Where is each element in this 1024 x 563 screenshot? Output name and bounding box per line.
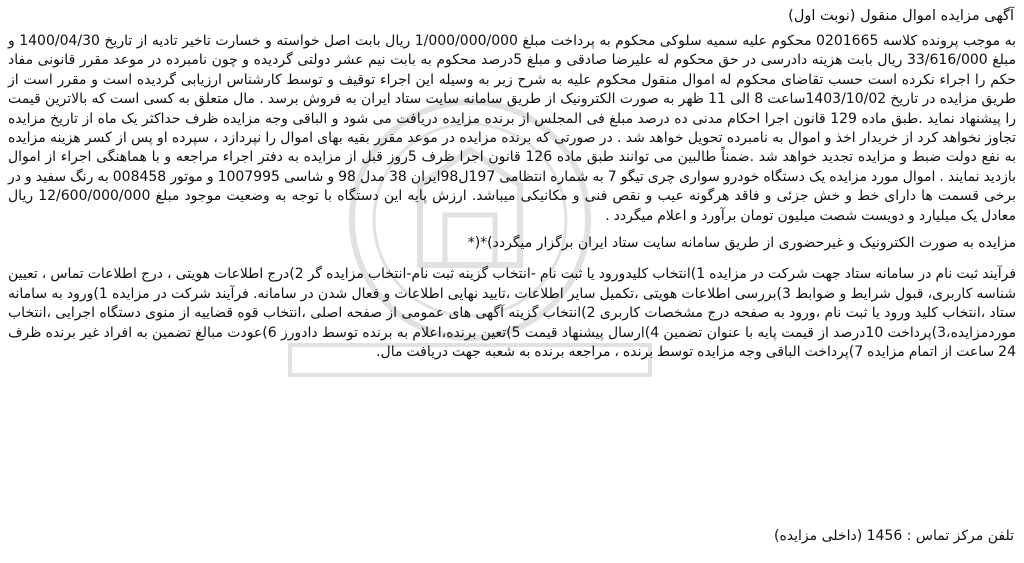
registration-process-paragraph: فرآیند ثبت نام در سامانه ستاد جهت شرکت در مزایده 1)انتخاب کلیدورود یا ثبت نام -انتخاب گزینه ثبت نام-انتخاب مزایده گر 2)درج اطلاعات هویتی ، درج اطلاعات تماس ، تعیین شناسه کاربری، قبول شرایط و ضوابط 3)بررسی اطلاعات هویتی ،تکمیل سایر اطلاعات ،تایید نهایی اطلاعات و فعال شدن در سامانه. فرآیند شرکت در مزایده 1)ورود به سامانه ستاد ،انتخاب کلید ورود یا ثبت نام ،ورود به صفحه درج مشخصات کاربری 2)انتخاب گزینه آگهی های عمومی از صفحه اصلی ،انتخاب قوه قضاییه از منوی دستگاه اجرایی ،انتخاب موردمزایده،3)پرداخت 10درصد از قیمت پایه با عنوان تضمین 4)ارسال پیشنهاد قیمت 5)تعین برنده،اعلام به برنده توسط دادورز 6)عودت مبالغ تضمین به افراد غیر برنده ظرف 24 ساعت از اتمام مزایده 7)پرداخت الباقی وجه مزایده توسط برنده ، مراجعه برنده به شعبه جهت دریافت مال.	[8, 266, 1017, 361]
contact-center-phone: تلفن مرکز تماس : 1456 (داخلی مزایده)	[774, 528, 1014, 544]
notice-body-paragraph: به موجب پرونده کلاسه 0201665 محکوم علیه سمیه سلوکی محکوم به پرداخت مبلغ 1/000/000/000 ریال بابت اصل خواسته و خسارت تاخیر تادیه از تاریخ 1400/04/30 و مبلغ 33/616/000 ریال بابت هزینه دادرسی در حق محکوم له علیرضا صادقی و مبلغ 5درصد محکوم به بابت نیم عشر دولتی گردیده و چون نامبرده در موعد مقرر قانونی مفاد حکم را اجراء نکرده است حسب تقاضای محکوم له اموال منقول محکوم علیه به شرح زیر به وسیله این اجراء توقیف و توسط کارشناس ارزیابی گردیده است و مقرر است از طریق مزایده در تاریخ 1403/10/02ساعت 8 الی 11 ظهر به صورت الکترونیک از طریق سامانه سایت ستاد ایران به فروش برسد . مال متعلق به کسی است که بالاترین قیمت را پیشنهاد نماید .طبق ماده 129 قانون اجرا احکام مدنی ده درصد مبلغ فی المجلس از برنده مزایده دریافت می شود و الباقی وجه مزایده ظرف حداکثر یک ماه از تاریخ مزایده تجاوز نخواهد کرد از خریدار اخذ و اموال به نامبرده تحویل خواهد شد . در صورتی که برنده مزایده در موعد مقرر بقیه بهای اموال را نپردازد ، سپرده او پس از کسر هزینه مزایده به نفع دولت ضبط و مزایده تجدید خواهد شد .ضمناً طالبین می توانند طبق ماده 126 قانون اجرا ظرف 5روز قبل از مزایده به دفتر اجراء مراجعه و با هماهنگی اجراء از اموال بازدید نمایند . اموال مورد مزایده یک دستگاه خودرو سواری چری تیگو 7 به شماره انتظامی 197ل98ایران 38 مدل 98 و شاسی 1007995 و موتور 008458 به رنگ سفید و در برخی قسمت ها دارای خط و خش جزئی و فاقد هرگونه عیب و نقص فنی و مکانیکی میباشد. ارزش پایه این دستگاه با توجه به وضعیت موجود مبلغ 12/600/000/000 ریال معادل یک میلیارد و دویست شصت میلیون تومان برآورد و اعلام میگردد .	[8, 33, 1017, 224]
notice-title: آگهی مزایده اموال منقول (نوبت اول)	[788, 8, 1014, 24]
online-auction-heading: مزایده به صورت الکترونیک و غیرحضوری از طریق سامانه سایت ستاد ایران برگزار میگردد)*(*	[467, 235, 1016, 252]
